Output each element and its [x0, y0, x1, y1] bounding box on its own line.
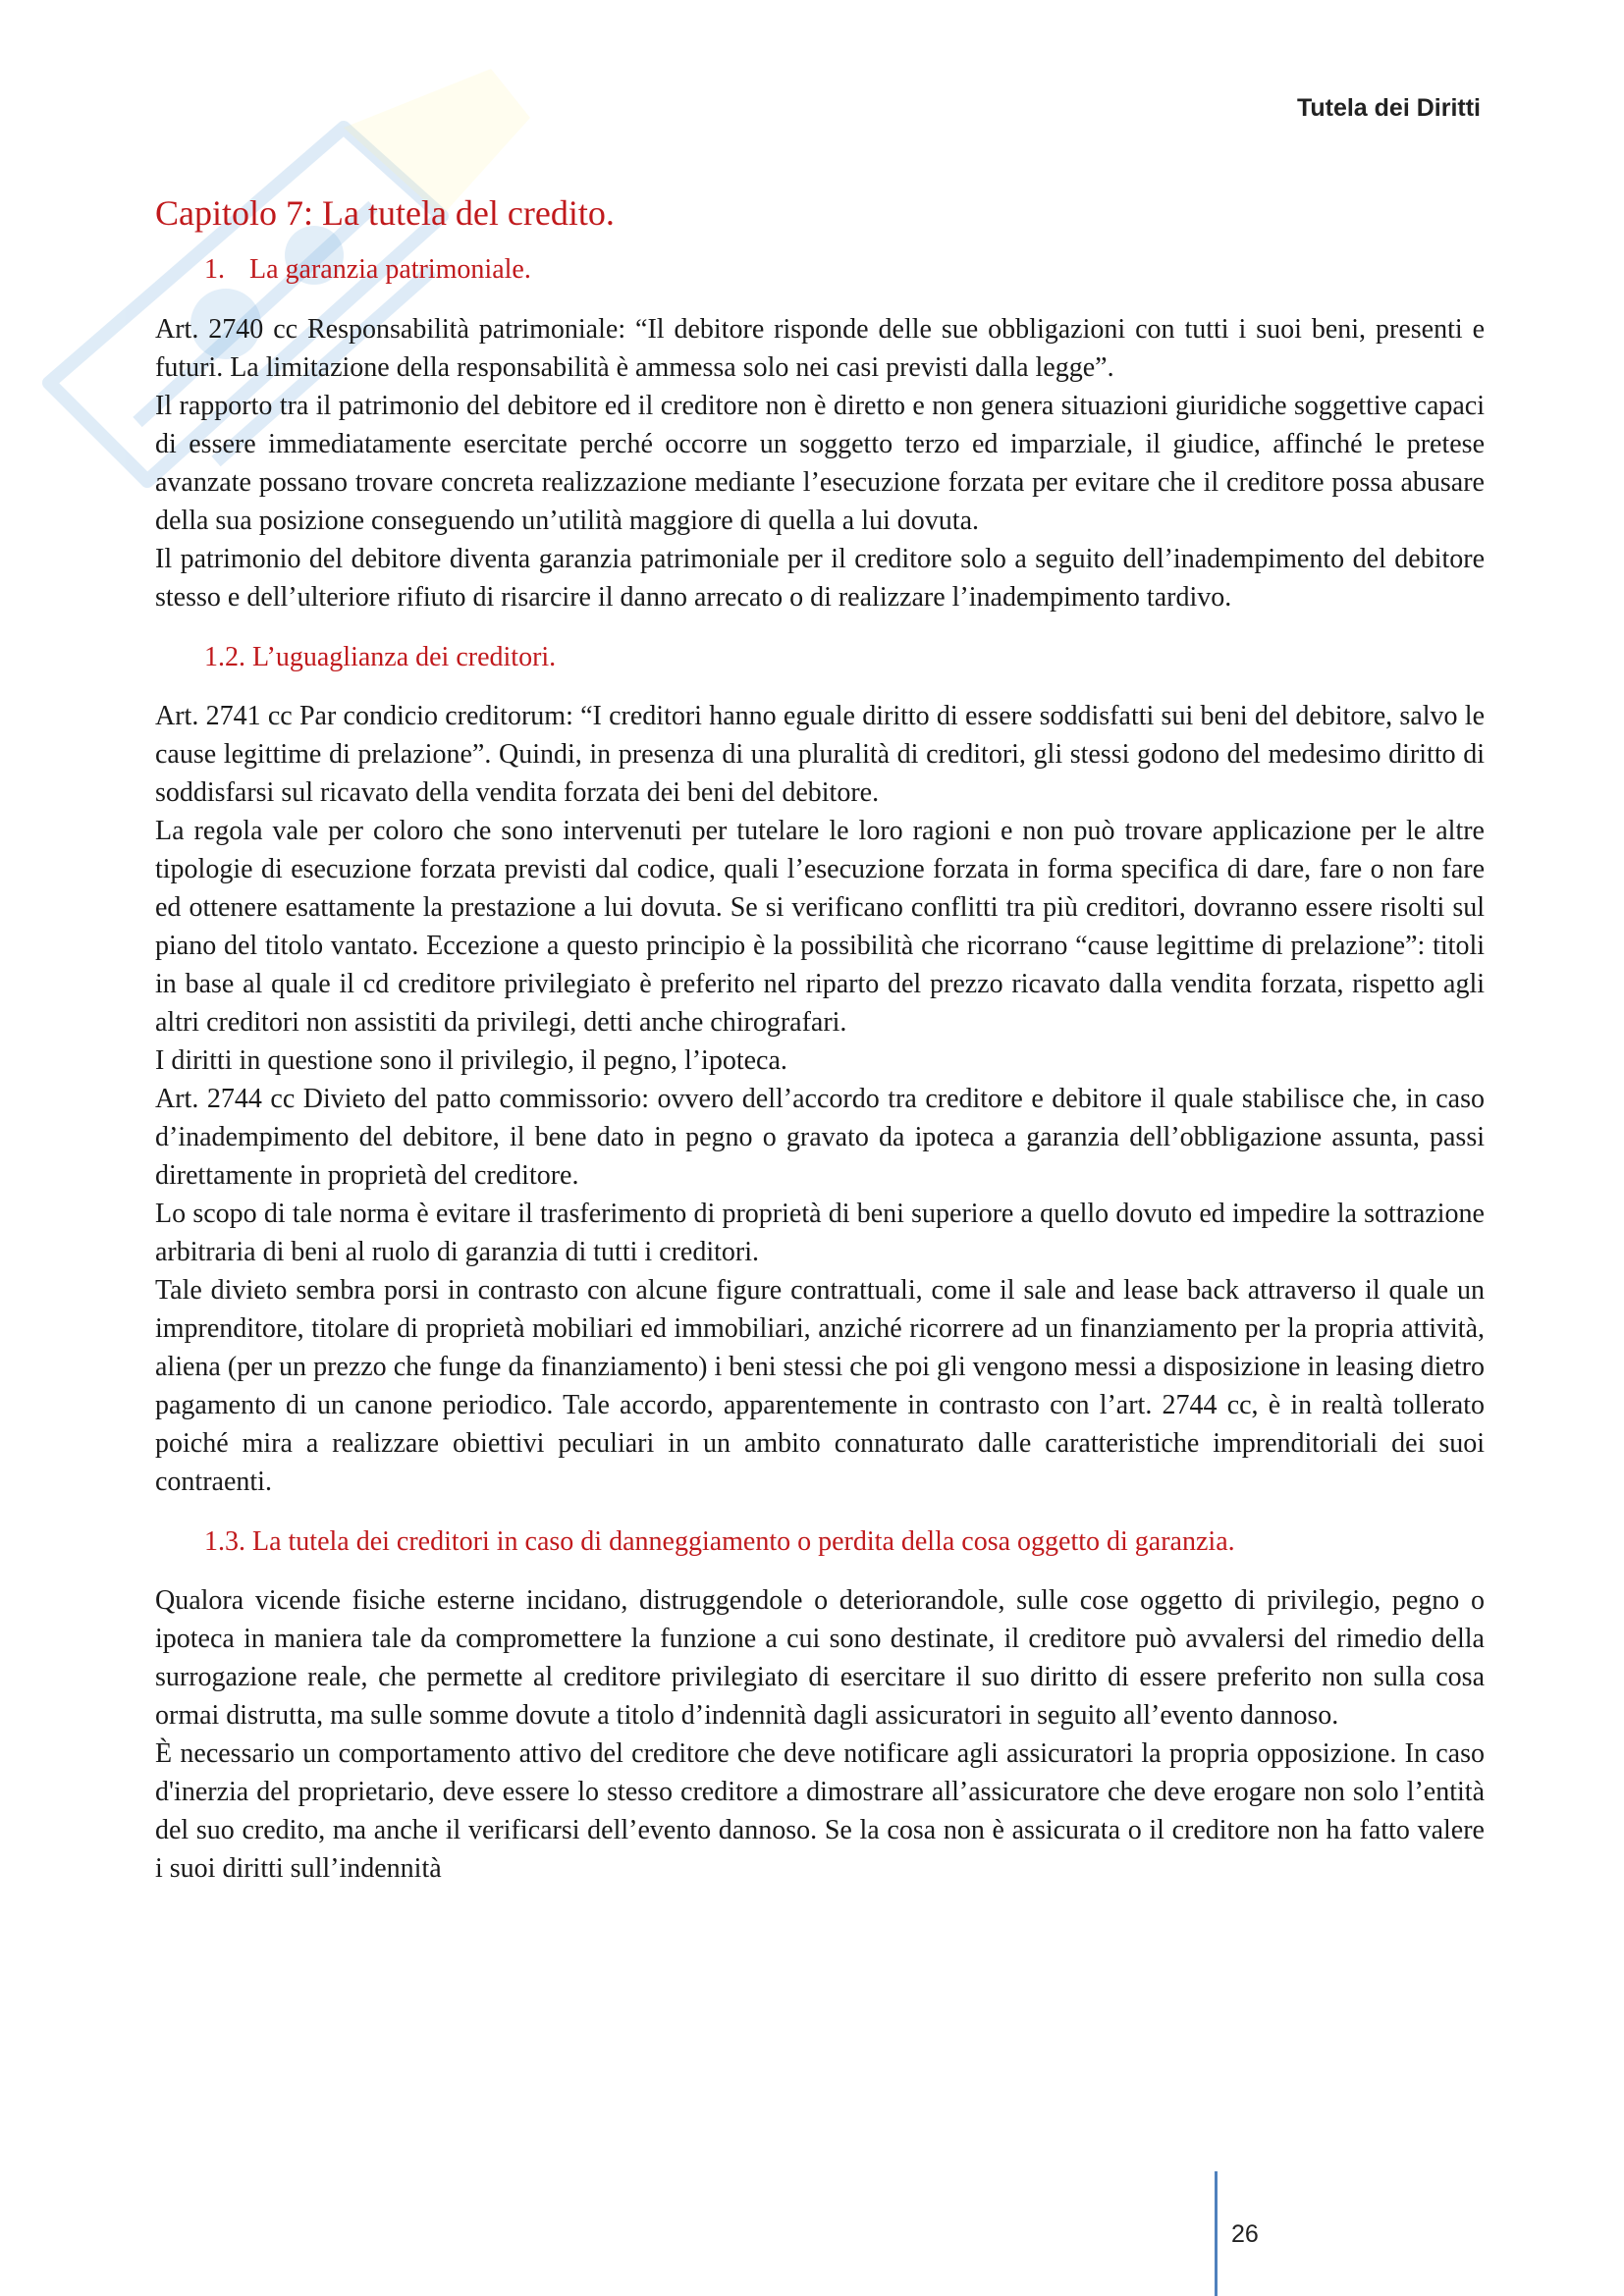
paragraph: Art. 2740 cc Responsabilità patrimoniale: “Il debitore risponde delle sue obbligazioni con tutti i suoi beni, presenti e futuri. La limitazione della responsabilità è ammessa solo nei casi previsti dalla legge”. — [155, 313, 1485, 383]
paragraph: Lo scopo di tale norma è evitare il trasferimento di proprietà di beni superiore a quello dovuto ed impedire la sottrazione arbitraria di beni al ruolo di garanzia di tutti i creditori. — [155, 1198, 1485, 1267]
page-content — [155, 192, 1485, 1888]
paragraph: La regola vale per coloro che sono intervenuti per tutelare le loro ragioni e non può trovare applicazione per le altre tipologie di esecuzione forzata previsti dal codice, quali l’esecuzione forzata in forma specifica di dare, fare o non fare ed ottenere esattamente la prestazione a lui dovuta. Se si verificano conflitti tra più creditori, dovranno essere risolti sul piano del titolo vantato. Eccezione a questo principio è la possibilità che ricorrano “cause legittime di prelazione”: titoli in base al quale il cd creditore privilegiato è preferito nel riparto del prezzo ricavato dalla vendita forzata, rispetto agli altri creditori non assistiti da privilegi, detti anche chirografari. — [155, 815, 1485, 1038]
page-number-divider — [1215, 2171, 1218, 2296]
paragraph: È necessario un comportamento attivo del creditore che deve notificare agli assicuratori la propria opposizione. In caso d'inerzia del proprietario, deve essere lo stesso creditore a dimostrare all’assicuratore che deve erogare non solo l’entità del suo credito, ma anche il verificarsi dell’evento dannoso. Se la cosa non è assicurata o il creditore non ha fatto valere i suoi diritti sull’indennità — [155, 1738, 1485, 1885]
paragraph: Qualora vicende fisiche esterne incidano, distruggendole o deteriorandole, sulle cose oggetto di privilegio, pegno o ipoteca in maniera tale da compromettere la funzione a cui sono destinate, il creditore può avvalersi del rimedio della surrogazione reale, che permette al creditore privilegiato di esercitare il suo diritto di essere preferito non sulla cosa ormai distrutta, ma sulle somme dovute a titolo d’indennità dagli assicuratori in seguito all’evento dannoso. — [155, 1585, 1485, 1732]
page-number: 26 — [1231, 2220, 1259, 2248]
paragraph: Il rapporto tra il patrimonio del debitore ed il creditore non è diretto e non genera situazioni giuridiche soggettive capaci di essere immediatamente esercitate perché occorre un soggetto terzo ed imparziale, il giudice, affinché le pretese avanzate possano trovare concreta realizzazione mediante l’esecuzione forzata per evitare che il creditore possa abusare della sua posizione conseguendo un’utilità maggiore di quella a lui dovuta. — [155, 390, 1485, 536]
paragraph: I diritti in questione sono il privilegio, il pegno, l’ipoteca. — [155, 1044, 787, 1076]
chapter-title: Capitolo 7: La tutela del credito. — [155, 193, 615, 233]
section-heading-1-3: 1.3. La tutela dei creditori in caso di danneggiamento o perdita della cosa oggetto di garanzia. — [204, 1525, 1235, 1557]
section-heading-text: La garanzia patrimoniale. — [249, 254, 531, 286]
paragraph: Art. 2741 cc Par condicio creditorum: “I creditori hanno eguale diritto di essere soddisfatti sui beni del debitore, salvo le cause legittime di prelazione”. Quindi, in presenza di una pluralità di creditori, gli stessi godono del medesimo diritto di soddisfarsi sul ricavato della vendita forzata dei beni del debitore. — [155, 700, 1485, 808]
paragraph: Art. 2744 cc Divieto del patto commissorio: ovvero dell’accordo tra creditore e debitore il quale stabilisce che, in caso d’inadempimento del debitore, il bene dato in pegno o gravato da ipoteca a garanzia dell’obbligazione assunta, passi direttamente in proprietà del creditore. — [155, 1083, 1485, 1191]
section-heading-1 — [204, 252, 1485, 288]
section-number: 1. — [204, 254, 225, 286]
section-heading-1-2: 1.2. L’uguaglianza dei creditori. — [204, 641, 557, 672]
paragraph: Il patrimonio del debitore diventa garanzia patrimoniale per il creditore solo a seguito dell’inadempimento del debitore stesso e dell’ulteriore rifiuto di risarcire il danno arrecato o di realizzare l’inadempimento tardivo. — [155, 543, 1485, 613]
paragraph: Tale divieto sembra porsi in contrasto con alcune figure contrattuali, come il sale and lease back attraverso il quale un imprenditore, titolare di proprietà mobiliari ed immobiliari, anziché ricorrere ad un finanziamento per la propria attività, aliena (per un prezzo che funge da finanziamento) i beni stessi che poi gli vengono messi a disposizione in leasing dietro pagamento di un canone periodico. Tale accordo, apparentemente in contrasto con l’art. 2744 cc, è in realtà tollerato poiché mira a realizzare obiettivi peculiari in un ambito connaturato dalle caratteristiche imprenditoriali dei suoi contraenti. — [155, 1274, 1485, 1497]
running-header: Tutela dei Diritti — [1296, 94, 1481, 122]
